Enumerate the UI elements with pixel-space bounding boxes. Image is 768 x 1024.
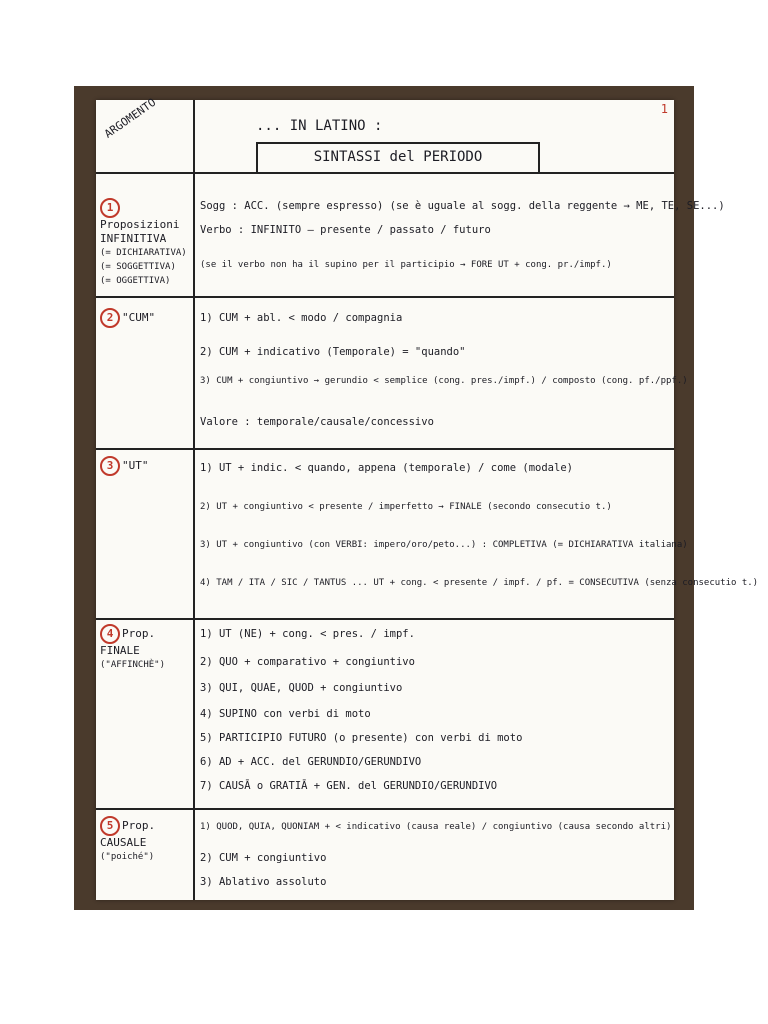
section-4-label <box>100 624 192 672</box>
section-number: 3 <box>100 456 120 476</box>
section-2-label <box>100 308 192 328</box>
section-1-label <box>100 198 192 288</box>
section-note: (= OGGETTIVA) <box>100 276 171 286</box>
section-number: 4 <box>100 624 120 644</box>
page-title: ... IN LATINO : <box>256 118 383 134</box>
section-note: (= SOGGETTIVA) <box>100 262 176 272</box>
section-number: 1 <box>100 198 120 218</box>
note-line: (se il verbo non ha il supino per il participio → FORE UT + cong. pr./impf.) <box>200 260 612 270</box>
note-line: 7) CAUSĀ o GRATIĀ + GEN. del GERUNDIO/GERUNDIVO <box>200 780 498 792</box>
argomento-label: ARGOMENTO <box>102 95 159 141</box>
page-number: 1 <box>660 102 668 116</box>
note-line: 4) TAM / ITA / SIC / TANTUS ... UT + cong. < presente / impf. / pf. = CONSECUTIVA (senza consecutio t.) <box>200 578 759 588</box>
section-title: "UT" <box>122 459 149 472</box>
note-line: 3) CUM + congiuntivo → gerundio < semplice (cong. pres./impf.) / composto (cong. pf./ppf.) <box>200 376 688 386</box>
section-note: (= DICHIARATIVA) <box>100 248 187 258</box>
section-title: "CUM" <box>122 311 156 324</box>
row-divider <box>96 808 674 810</box>
note-line: 1) UT (NE) + cong. < pres. / impf. <box>200 628 415 640</box>
section-5-label <box>100 816 192 864</box>
note-line: 2) CUM + indicativo (Temporale) = "quando" <box>200 346 466 358</box>
column-divider <box>193 100 195 900</box>
section-title: Proposizioni INFINITIVA <box>100 218 180 245</box>
note-line: 1) QUOD, QUIA, QUONIAM + < indicativo (causa reale) / congiuntivo (causa secondo altri) <box>200 822 672 832</box>
section-note: ("poiché") <box>100 852 155 862</box>
note-line: 4) SUPINO con verbi di moto <box>200 708 371 720</box>
notes-sheet <box>96 95 759 900</box>
section-number: 5 <box>100 816 120 836</box>
note-line: 2) CUM + congiuntivo <box>200 852 327 864</box>
note-line: 3) Ablativo assoluto <box>200 876 327 888</box>
note-line: 3) UT + congiuntivo (con VERBI: impero/oro/peto...) : COMPLETIVA (= DICHIARATIVA italiana) <box>200 540 688 550</box>
row-divider <box>96 296 674 298</box>
note-line: 1) CUM + abl. < modo / compagnia <box>200 312 403 324</box>
note-line: 1) UT + indic. < quando, appena (temporale) / come (modale) <box>200 462 573 474</box>
note-line: 6) AD + ACC. del GERUNDIO/GERUNDIVO <box>200 756 422 768</box>
note-line: Valore : temporale/causale/concessivo <box>200 416 434 428</box>
note-line: 2) QUO + comparativo + congiuntivo <box>200 656 415 668</box>
section-title: Prop. FINALE <box>100 627 156 657</box>
row-divider <box>96 448 674 450</box>
note-line: 5) PARTICIPIO FUTURO (o presente) con verbi di moto <box>200 732 523 744</box>
note-line: Verbo : INFINITO — presente / passato / futuro <box>200 224 491 236</box>
note-line: 3) QUI, QUAE, QUOD + congiuntivo <box>200 682 403 694</box>
note-line: 2) UT + congiuntivo < presente / imperfetto → FINALE (secondo consecutio t.) <box>200 502 612 512</box>
page-subtitle: SINTASSI del PERIODO <box>256 142 540 174</box>
note-line: Sogg : ACC. (sempre espresso) (se è uguale al sogg. della reggente → ME, TE, SE...) <box>200 200 725 212</box>
section-note: ("AFFINCHÈ") <box>100 660 166 670</box>
row-divider <box>96 618 674 620</box>
section-title: Prop. CAUSALE <box>100 819 156 849</box>
section-number: 2 <box>100 308 120 328</box>
section-3-label <box>100 456 192 476</box>
